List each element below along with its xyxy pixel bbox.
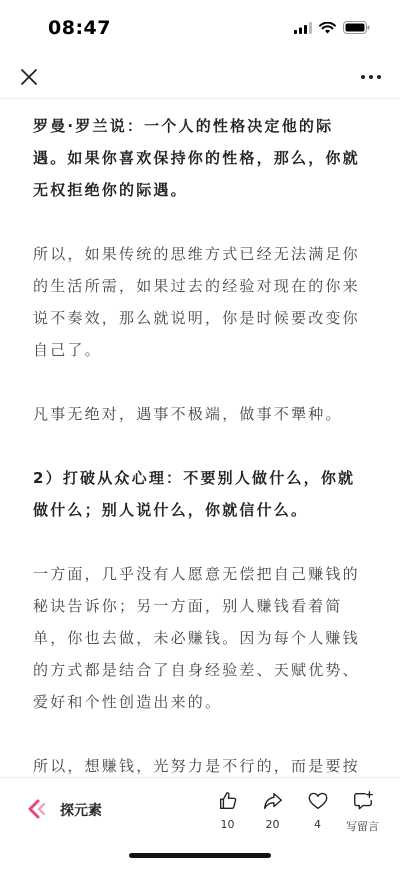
article-paragraph: 一方面，几乎没有人愿意无偿把自己赚钱的秘诀告诉你；另一方面，别人赚钱看着简单，你也去做，未必赚钱。因为每个人赚钱的方式都是结合了自身经验差、天赋优势、爱好和个性创造出来的。 [33, 565, 360, 711]
comment-add-icon [352, 790, 374, 812]
article-body [33, 110, 367, 878]
article-paragraph: 所以，想赚钱，光努力是不行的，而是要按 [33, 757, 360, 775]
article-paragraph: 所以，如果传统的思维方式已经无法满足你的生活所需，如果过去的经验对现在的你来说不奏效，那么就说明，你是时候要改变你自己了。 [33, 245, 360, 359]
status-time: 08:47 [48, 17, 111, 39]
article-paragraph: 2）打破从众心理：不要别人做什么，你就做什么；别人说什么，你就信什么。 [33, 469, 356, 519]
cellular-signal-icon [294, 22, 312, 34]
heart-icon [307, 790, 329, 812]
brand-name[interactable]: 探元素 [60, 803, 102, 819]
status-bar [0, 0, 400, 58]
favorite-button[interactable] [295, 790, 340, 834]
nav-bar [0, 58, 400, 99]
article-paragraph: 罗曼·罗兰说：一个人的性格决定他的际遇。如果你喜欢保持你的性格，那么，你就无权拒绝你的际遇。 [33, 117, 360, 199]
like-button[interactable] [205, 790, 250, 834]
like-count: 10 [220, 818, 235, 831]
favorite-count: 4 [314, 818, 321, 831]
wifi-icon [319, 22, 336, 34]
close-icon [18, 66, 40, 88]
comment-button[interactable] [340, 790, 385, 834]
brand-logo-icon[interactable] [24, 798, 48, 820]
more-icon [360, 66, 382, 88]
article-paragraph: 凡事无绝对，遇事不极端，做事不犟种。 [33, 405, 343, 423]
more-button[interactable] [360, 66, 382, 88]
share-button[interactable] [250, 790, 295, 834]
thumbs-up-icon [217, 790, 239, 812]
action-group [205, 790, 385, 834]
status-icons [294, 21, 370, 34]
share-icon [262, 790, 284, 812]
comment-label: 写留言 [346, 820, 379, 833]
close-button[interactable] [18, 66, 40, 88]
home-indicator[interactable] [129, 853, 271, 858]
battery-icon [343, 21, 370, 34]
share-count: 20 [265, 818, 280, 831]
